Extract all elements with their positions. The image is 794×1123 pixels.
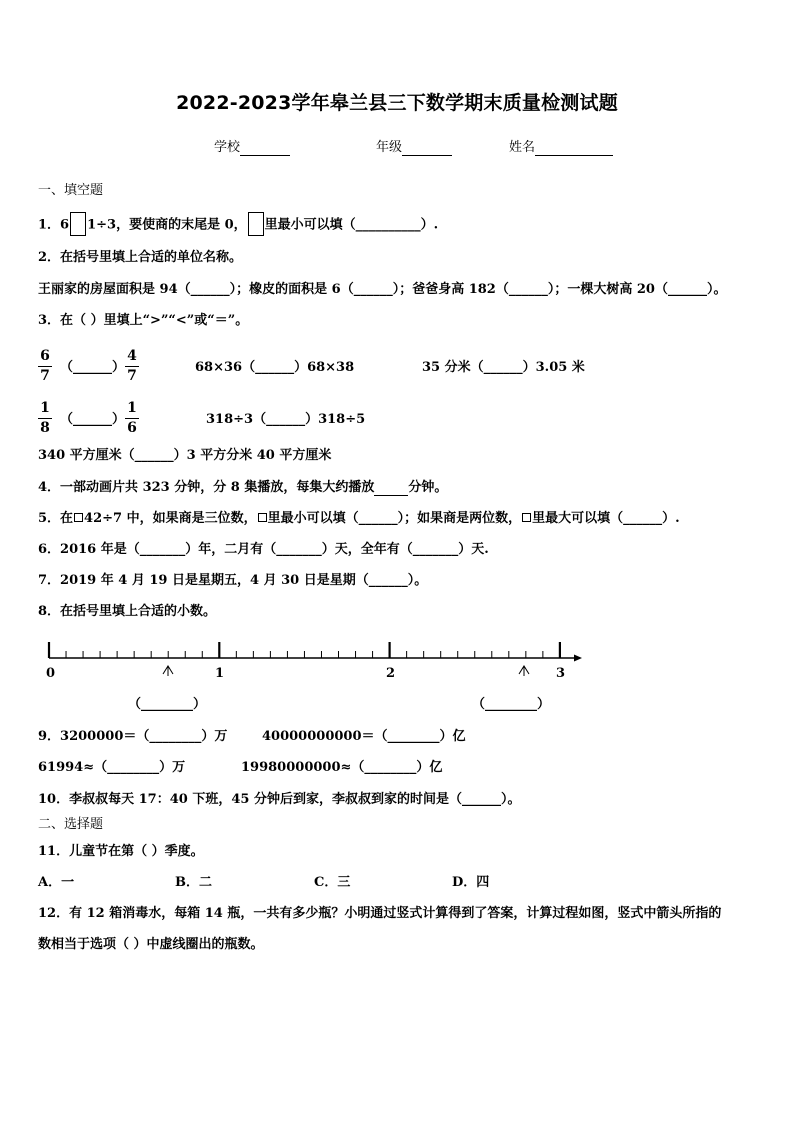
question-2-line: 王丽家的房屋面积是 94（______）；橡皮的面积是 6（______）；爸爸身高 182（______）；一棵大树高 20（______）。: [38, 282, 727, 297]
grade-blank[interactable]: [402, 142, 452, 156]
section-heading-fill-blank: 一、填空题: [38, 183, 104, 198]
answer-blank[interactable]: （________）: [128, 697, 207, 712]
name-blank[interactable]: [535, 142, 613, 156]
question-3-item-6: 340 平方厘米（______）3 平方分米 40 平方厘米: [38, 448, 332, 463]
school-label: 学校: [214, 140, 241, 155]
question-10: 10．李叔叔每天 17：40 下班，45 分钟后到家，李叔叔到家的时间是（______）。: [38, 792, 521, 807]
q1-text-b: 1÷3，要使商的末尾是 0，: [87, 217, 247, 233]
question-4: [38, 480, 447, 496]
tick-label-0: 0: [46, 666, 56, 681]
question-9-d: 19980000000≈（________）亿: [241, 760, 443, 775]
answer-box[interactable]: [248, 212, 264, 236]
q5-text-c: 里最小可以填（______）；如果商是两位数，: [267, 511, 522, 526]
question-3-item-5: 318÷3（______）318÷5: [206, 412, 366, 427]
tick-label-1: 1: [215, 666, 225, 681]
question-7: 7．2019 年 4 月 19 日是星期五，4 月 30 日是星期（______）。: [38, 573, 428, 588]
up-arrow-marker-2: [519, 666, 529, 676]
fraction: [125, 348, 139, 385]
question-1: [38, 213, 438, 237]
number-line: [0, 636, 794, 706]
answer-blank[interactable]: （______）: [60, 412, 126, 427]
q5-text-a: 5．在: [38, 511, 74, 526]
answer-blank[interactable]: （______）: [60, 360, 126, 375]
answer-blank[interactable]: [374, 482, 408, 496]
tick-label-3: 3: [556, 666, 566, 681]
q1-text-a: 1．6: [38, 217, 70, 233]
fraction: [38, 400, 52, 437]
answer-box[interactable]: [70, 212, 86, 236]
fraction: [125, 400, 139, 437]
question-12-line-2: 数相当于选项（ ）中虚线圈出的瓶数。: [38, 937, 264, 952]
up-arrow-marker-1: [163, 666, 173, 676]
question-5: [38, 511, 680, 527]
q1-text-c: 里最小可以填（__________）.: [264, 217, 439, 233]
question-11-stem: 11．儿童节在第（ ）季度。: [38, 844, 204, 859]
question-9-b: 40000000000＝（________）亿: [262, 729, 466, 744]
numerator: 4: [127, 348, 137, 364]
question-9-a: 9．3200000＝（________）万: [38, 729, 228, 744]
section-heading-multiple-choice: 二、选择题: [38, 817, 104, 832]
question-8-stem: 8．在括号里填上合适的小数。: [38, 604, 217, 619]
school-blank[interactable]: [240, 142, 290, 156]
question-12-line-1: 12．有 12 箱消毒水，每箱 14 瓶，一共有多少瓶？小明通过竖式计算得到了答案，计算过程如图，竖式中箭头所指的: [38, 906, 722, 921]
tick-label-2: 2: [386, 666, 396, 681]
option-a[interactable]: A．一: [38, 875, 75, 890]
q4-text-b: 分钟。: [408, 480, 448, 495]
question-9-c: 61994≈（________）万: [38, 760, 186, 775]
answer-box[interactable]: [258, 513, 267, 522]
denominator: 6: [127, 420, 137, 436]
q5-text-b: 42÷7 中，如果商是三位数，: [84, 511, 257, 526]
question-3-item-2: 68×36（______）68×38: [195, 360, 355, 375]
fraction: [38, 348, 52, 385]
question-6: 6．2016 年是（_______）年，二月有（_______）天，全年有（_______）天.: [38, 542, 489, 557]
numerator: 6: [40, 348, 50, 364]
denominator: 8: [40, 420, 50, 436]
grade-label: 年级: [376, 140, 403, 155]
question-3-item-3: 35 分米（______）3.05 米: [422, 360, 585, 375]
answer-box[interactable]: [74, 513, 83, 522]
name-label: 姓名: [509, 140, 536, 155]
q5-text-d: 里最大可以填（______）.: [532, 511, 680, 526]
school-field[interactable]: [214, 140, 290, 156]
question-3-stem: 3．在（ ）里填上“>”“<”或“＝”。: [38, 313, 249, 328]
denominator: 7: [40, 368, 50, 384]
numerator: 1: [40, 400, 50, 416]
q4-text-a: 4．一部动画片共 323 分钟，分 8 集播放，每集大约播放: [38, 480, 375, 495]
option-d[interactable]: D．四: [452, 875, 490, 890]
answer-box[interactable]: [522, 513, 531, 522]
grade-field[interactable]: [376, 140, 452, 156]
option-c[interactable]: C．三: [314, 875, 351, 890]
number-line-arrowhead: [574, 655, 582, 662]
question-2-stem: 2．在括号里填上合适的单位名称。: [38, 250, 243, 265]
answer-blank[interactable]: （________）: [472, 697, 551, 712]
numerator: 1: [127, 400, 137, 416]
page-title: 2022-2023学年皋兰县三下数学期末质量检测试题: [176, 92, 618, 114]
name-field[interactable]: [509, 140, 613, 156]
denominator: 7: [127, 368, 137, 384]
option-b[interactable]: B．二: [175, 875, 212, 890]
